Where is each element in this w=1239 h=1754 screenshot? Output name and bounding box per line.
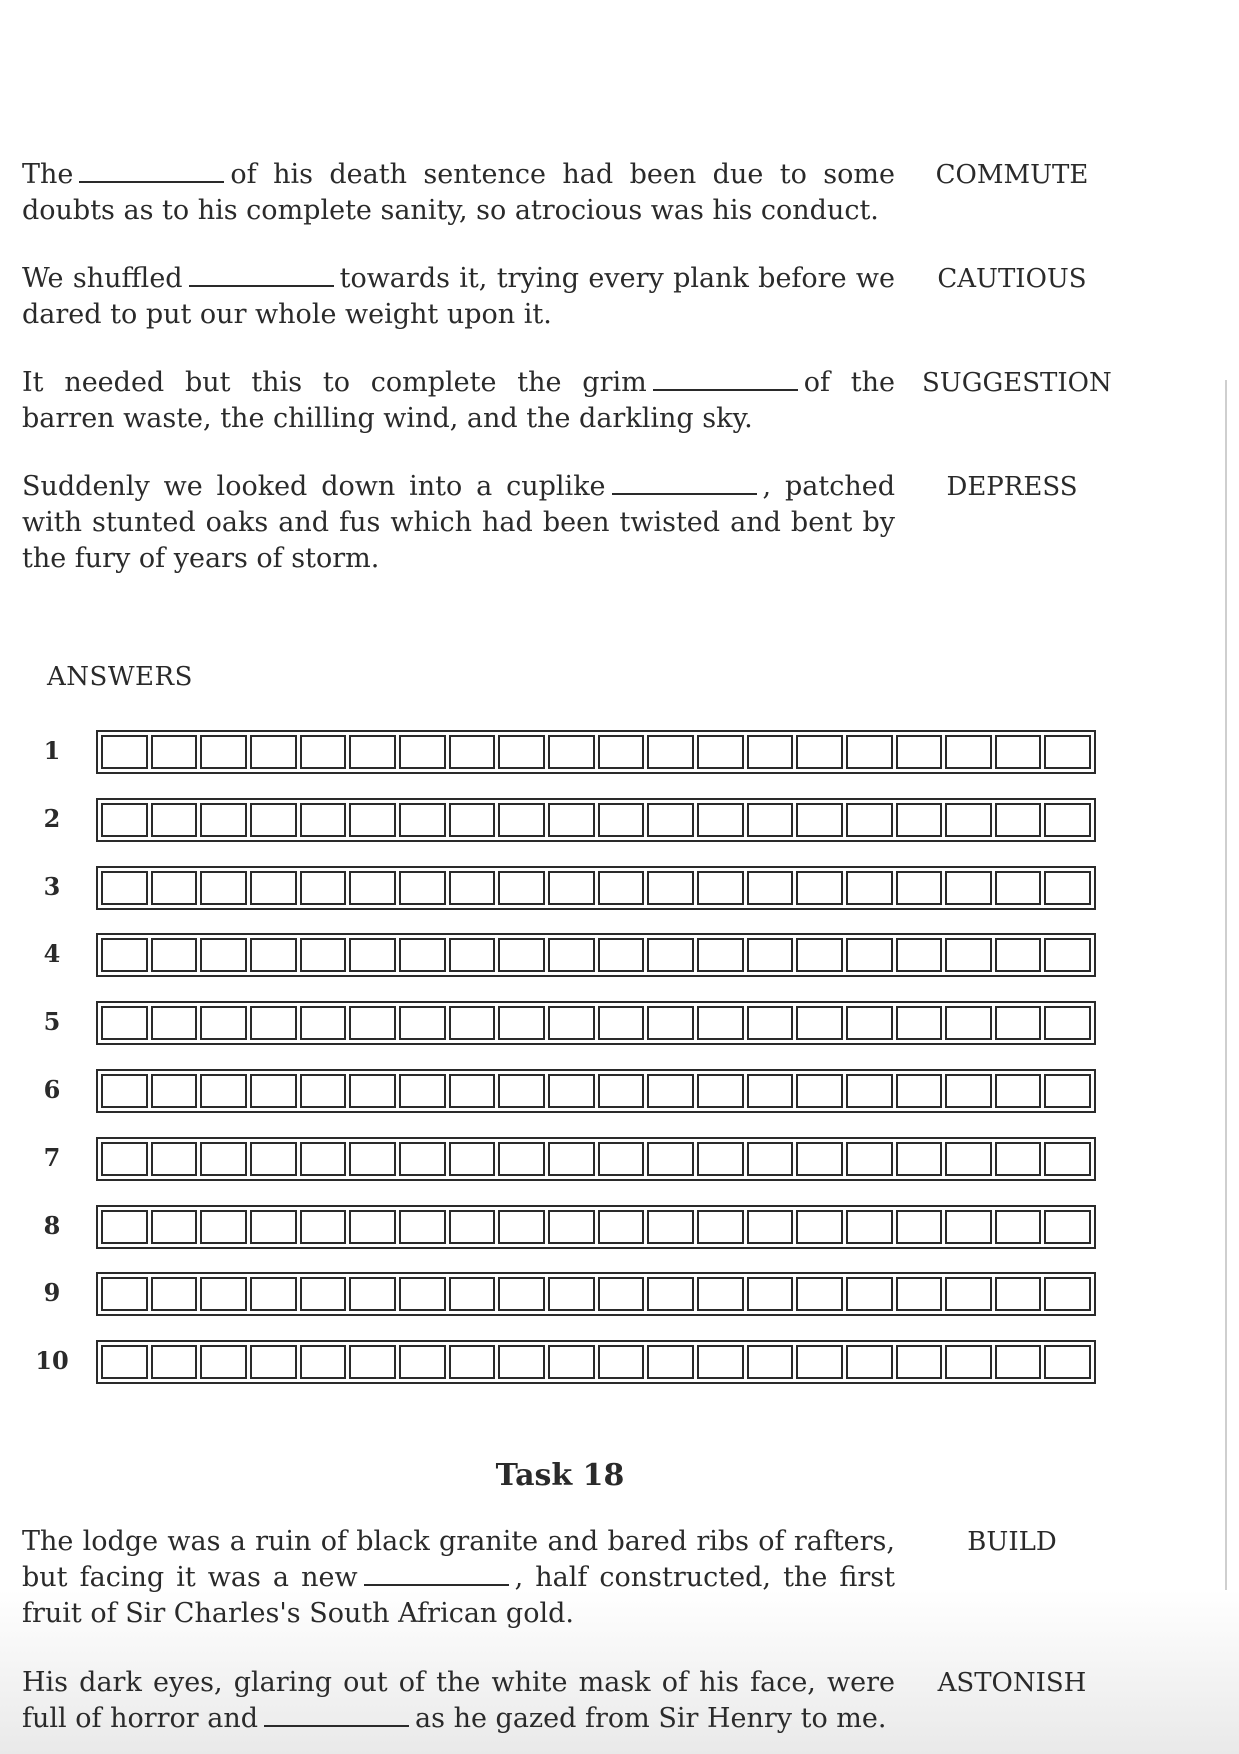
- letter-box[interactable]: [697, 803, 744, 837]
- letter-box[interactable]: [349, 1074, 396, 1108]
- letter-box[interactable]: [598, 1210, 645, 1244]
- letter-box[interactable]: [349, 1142, 396, 1176]
- letter-box[interactable]: [250, 1006, 297, 1040]
- letter-box[interactable]: [796, 1074, 843, 1108]
- letter-boxes: [96, 933, 1096, 977]
- letter-box[interactable]: [250, 1074, 297, 1108]
- letter-box[interactable]: [349, 1006, 396, 1040]
- letter-box[interactable]: [300, 803, 347, 837]
- letter-boxes: [96, 1205, 1096, 1249]
- letter-box[interactable]: [896, 871, 943, 905]
- answer-blank: [364, 1562, 509, 1586]
- letter-box[interactable]: [846, 735, 893, 769]
- letter-box[interactable]: [399, 1074, 446, 1108]
- letter-box[interactable]: [399, 735, 446, 769]
- root-word: BUILD: [967, 1527, 1057, 1557]
- letter-box[interactable]: [200, 1345, 247, 1379]
- letter-box[interactable]: [399, 1006, 446, 1040]
- answer-row: [22, 1272, 1102, 1318]
- letter-box[interactable]: [449, 735, 496, 769]
- letter-box[interactable]: [498, 1074, 545, 1108]
- root-word: DEPRESS: [946, 472, 1078, 502]
- letter-box[interactable]: [945, 735, 992, 769]
- letter-box[interactable]: [548, 803, 595, 837]
- letter-box[interactable]: [349, 1210, 396, 1244]
- letter-box[interactable]: [300, 1210, 347, 1244]
- root-word: CAUTIOUS: [937, 264, 1087, 294]
- letter-box[interactable]: [1044, 1277, 1091, 1311]
- letter-box[interactable]: [647, 1142, 694, 1176]
- letter-box[interactable]: [796, 803, 843, 837]
- letter-box[interactable]: [896, 1277, 943, 1311]
- letter-box[interactable]: [896, 1210, 943, 1244]
- letter-box[interactable]: [995, 735, 1042, 769]
- letter-box[interactable]: [399, 1142, 446, 1176]
- letter-box[interactable]: [896, 735, 943, 769]
- letter-box[interactable]: [796, 1345, 843, 1379]
- letter-box[interactable]: [101, 803, 148, 837]
- letter-box[interactable]: [846, 1277, 893, 1311]
- answer-row: [22, 1137, 1102, 1183]
- letter-box[interactable]: [101, 1006, 148, 1040]
- row-number: 5: [43, 1007, 61, 1036]
- letter-box[interactable]: [151, 938, 198, 972]
- letter-box[interactable]: [548, 938, 595, 972]
- letter-box[interactable]: [1044, 735, 1091, 769]
- letter-box[interactable]: [101, 938, 148, 972]
- letter-box[interactable]: [747, 803, 794, 837]
- letter-box[interactable]: [151, 871, 198, 905]
- letter-box[interactable]: [747, 1142, 794, 1176]
- letter-box[interactable]: [449, 871, 496, 905]
- letter-box[interactable]: [945, 1210, 992, 1244]
- letter-box[interactable]: [647, 1074, 694, 1108]
- answer-blank: [653, 367, 798, 391]
- letter-box[interactable]: [449, 938, 496, 972]
- letter-box[interactable]: [747, 1345, 794, 1379]
- answer-row: [22, 1340, 1102, 1386]
- letter-box[interactable]: [399, 938, 446, 972]
- answers-label: ANSWERS: [47, 662, 193, 692]
- letter-box[interactable]: [250, 938, 297, 972]
- letter-box[interactable]: [200, 1210, 247, 1244]
- letter-box[interactable]: [1044, 871, 1091, 905]
- letter-box[interactable]: [200, 1277, 247, 1311]
- letter-box[interactable]: [995, 1142, 1042, 1176]
- letter-box[interactable]: [250, 1277, 297, 1311]
- letter-box[interactable]: [548, 735, 595, 769]
- letter-box[interactable]: [945, 1277, 992, 1311]
- letter-box[interactable]: [747, 1074, 794, 1108]
- letter-box[interactable]: [200, 871, 247, 905]
- letter-box[interactable]: [151, 735, 198, 769]
- letter-box[interactable]: [995, 1210, 1042, 1244]
- item-text: The lodge was a ruin of black granite and bared ribs of rafters, but facing it was a new , half constructed, the first fruit of Sir Charles's South African gold.: [22, 1526, 895, 1629]
- letter-box[interactable]: [349, 1345, 396, 1379]
- letter-box[interactable]: [1044, 1345, 1091, 1379]
- letter-box[interactable]: [796, 1006, 843, 1040]
- letter-box[interactable]: [796, 1277, 843, 1311]
- letter-boxes: [96, 1001, 1096, 1045]
- letter-box[interactable]: [151, 803, 198, 837]
- letter-boxes: [96, 1069, 1096, 1113]
- letter-box[interactable]: [945, 871, 992, 905]
- letter-box[interactable]: [1044, 1074, 1091, 1108]
- letter-box[interactable]: [846, 871, 893, 905]
- letter-box[interactable]: [846, 938, 893, 972]
- letter-boxes: [96, 866, 1096, 910]
- row-number: 9: [43, 1278, 61, 1307]
- letter-box[interactable]: [945, 1006, 992, 1040]
- letter-box[interactable]: [598, 1277, 645, 1311]
- answer-blank: [612, 471, 757, 495]
- row-number: 6: [43, 1075, 61, 1104]
- letter-box[interactable]: [151, 1345, 198, 1379]
- answer-row: [22, 730, 1102, 776]
- letter-box[interactable]: [300, 1345, 347, 1379]
- letter-box[interactable]: [747, 871, 794, 905]
- letter-box[interactable]: [647, 871, 694, 905]
- letter-box[interactable]: [151, 1006, 198, 1040]
- letter-box[interactable]: [697, 1074, 744, 1108]
- answer-row: [22, 933, 1102, 979]
- letter-box[interactable]: [300, 735, 347, 769]
- letter-box[interactable]: [101, 871, 148, 905]
- item-text: We shuffled towards it, trying every plank before we dared to put our whole weight upon it.: [22, 263, 895, 330]
- letter-box[interactable]: [945, 1345, 992, 1379]
- letter-box[interactable]: [349, 1277, 396, 1311]
- letter-box[interactable]: [449, 1074, 496, 1108]
- letter-box[interactable]: [498, 803, 545, 837]
- item-text: It needed but this to complete the grim of the barren waste, the chilling wind, and the darkling sky.: [22, 367, 895, 434]
- letter-box[interactable]: [151, 1277, 198, 1311]
- letter-box[interactable]: [697, 1210, 744, 1244]
- letter-boxes: [96, 1137, 1096, 1181]
- letter-box[interactable]: [896, 1074, 943, 1108]
- letter-box[interactable]: [697, 1006, 744, 1040]
- letter-box[interactable]: [200, 1074, 247, 1108]
- item-text: Suddenly we looked down into a cuplike , patched with stunted oaks and fus which had been twisted and bent by the fury of years of storm.: [22, 471, 895, 574]
- letter-box[interactable]: [846, 1142, 893, 1176]
- letter-box[interactable]: [349, 803, 396, 837]
- letter-box[interactable]: [548, 1277, 595, 1311]
- letter-box[interactable]: [697, 1142, 744, 1176]
- letter-box[interactable]: [1044, 1006, 1091, 1040]
- letter-box[interactable]: [151, 1142, 198, 1176]
- letter-box[interactable]: [647, 1345, 694, 1379]
- letter-box[interactable]: [1044, 1142, 1091, 1176]
- letter-box[interactable]: [200, 735, 247, 769]
- letter-box[interactable]: [498, 871, 545, 905]
- letter-box[interactable]: [796, 735, 843, 769]
- letter-box[interactable]: [101, 1210, 148, 1244]
- answer-row: [22, 798, 1102, 844]
- letter-box[interactable]: [945, 1142, 992, 1176]
- letter-box[interactable]: [300, 1142, 347, 1176]
- letter-box[interactable]: [449, 1277, 496, 1311]
- letter-box[interactable]: [548, 1006, 595, 1040]
- letter-box[interactable]: [697, 1277, 744, 1311]
- letter-box[interactable]: [896, 1345, 943, 1379]
- letter-box[interactable]: [151, 1074, 198, 1108]
- letter-box[interactable]: [846, 1006, 893, 1040]
- letter-box[interactable]: [598, 735, 645, 769]
- letter-box[interactable]: [498, 1142, 545, 1176]
- letter-box[interactable]: [498, 1345, 545, 1379]
- letter-box[interactable]: [995, 1006, 1042, 1040]
- answer-row: [22, 866, 1102, 912]
- letter-box[interactable]: [896, 1142, 943, 1176]
- letter-box[interactable]: [796, 1142, 843, 1176]
- letter-box[interactable]: [945, 938, 992, 972]
- row-number: 7: [43, 1143, 61, 1172]
- letter-box[interactable]: [151, 1210, 198, 1244]
- letter-box[interactable]: [1044, 1210, 1091, 1244]
- letter-box[interactable]: [598, 938, 645, 972]
- letter-box[interactable]: [647, 938, 694, 972]
- letter-box[interactable]: [101, 1074, 148, 1108]
- letter-box[interactable]: [349, 871, 396, 905]
- answer-row: [22, 1001, 1102, 1047]
- letter-box[interactable]: [647, 735, 694, 769]
- letter-box[interactable]: [647, 1006, 694, 1040]
- letter-boxes: [96, 798, 1096, 842]
- letter-box[interactable]: [498, 1006, 545, 1040]
- letter-box[interactable]: [300, 938, 347, 972]
- letter-box[interactable]: [548, 1210, 595, 1244]
- item-text: His dark eyes, glaring out of the white mask of his face, were full of horror and as he gazed from Sir Henry to me.: [22, 1667, 895, 1734]
- letter-box[interactable]: [995, 871, 1042, 905]
- letter-box[interactable]: [945, 1074, 992, 1108]
- letter-box[interactable]: [598, 1074, 645, 1108]
- letter-box[interactable]: [250, 1142, 297, 1176]
- letter-boxes: [96, 730, 1096, 774]
- letter-box[interactable]: [399, 803, 446, 837]
- row-number: 1: [43, 736, 61, 765]
- letter-box[interactable]: [200, 803, 247, 837]
- letter-box[interactable]: [101, 1345, 148, 1379]
- letter-box[interactable]: [647, 1210, 694, 1244]
- letter-box[interactable]: [548, 1074, 595, 1108]
- letter-box[interactable]: [498, 1210, 545, 1244]
- letter-box[interactable]: [995, 938, 1042, 972]
- row-number: 2: [43, 804, 61, 833]
- letter-boxes: [96, 1340, 1096, 1384]
- letter-box[interactable]: [945, 803, 992, 837]
- letter-box[interactable]: [846, 1345, 893, 1379]
- answer-blank: [79, 159, 224, 183]
- letter-box[interactable]: [349, 938, 396, 972]
- letter-box[interactable]: [250, 1210, 297, 1244]
- letter-box[interactable]: [399, 1277, 446, 1311]
- letter-box[interactable]: [449, 1345, 496, 1379]
- letter-box[interactable]: [300, 1006, 347, 1040]
- letter-box[interactable]: [101, 1277, 148, 1311]
- letter-box[interactable]: [349, 735, 396, 769]
- letter-box[interactable]: [697, 938, 744, 972]
- root-word: COMMUTE: [935, 160, 1089, 190]
- letter-box[interactable]: [200, 1142, 247, 1176]
- letter-boxes: [96, 1272, 1096, 1316]
- letter-box[interactable]: [200, 1006, 247, 1040]
- letter-box[interactable]: [101, 1142, 148, 1176]
- letter-box[interactable]: [747, 735, 794, 769]
- page-edge: [1225, 380, 1227, 1730]
- letter-box[interactable]: [796, 1210, 843, 1244]
- letter-box[interactable]: [498, 1277, 545, 1311]
- letter-box[interactable]: [250, 803, 297, 837]
- answer-row: [22, 1069, 1102, 1115]
- answer-blank: [189, 263, 334, 287]
- letter-box[interactable]: [300, 871, 347, 905]
- letter-box[interactable]: [647, 1277, 694, 1311]
- letter-box[interactable]: [846, 803, 893, 837]
- letter-box[interactable]: [747, 938, 794, 972]
- letter-box[interactable]: [1044, 938, 1091, 972]
- letter-box[interactable]: [747, 1210, 794, 1244]
- letter-box[interactable]: [300, 1277, 347, 1311]
- letter-box[interactable]: [399, 1210, 446, 1244]
- letter-box[interactable]: [598, 1006, 645, 1040]
- letter-box[interactable]: [846, 1210, 893, 1244]
- letter-box[interactable]: [250, 735, 297, 769]
- answer-row: [22, 1205, 1102, 1251]
- letter-box[interactable]: [498, 938, 545, 972]
- letter-box[interactable]: [598, 1345, 645, 1379]
- row-number: 3: [43, 872, 61, 901]
- letter-box[interactable]: [697, 735, 744, 769]
- row-number: 10: [35, 1346, 69, 1375]
- letter-box[interactable]: [250, 1345, 297, 1379]
- letter-box[interactable]: [846, 1074, 893, 1108]
- answer-blank: [264, 1703, 409, 1727]
- letter-box[interactable]: [449, 1142, 496, 1176]
- letter-box[interactable]: [449, 1006, 496, 1040]
- letter-box[interactable]: [747, 1277, 794, 1311]
- letter-box[interactable]: [995, 803, 1042, 837]
- item-text: The of his death sentence had been due to some doubts as to his complete sanity, so atrocious was his conduct.: [22, 159, 895, 226]
- letter-box[interactable]: [598, 1142, 645, 1176]
- letter-box[interactable]: [598, 871, 645, 905]
- letter-box[interactable]: [697, 1345, 744, 1379]
- row-number: 4: [43, 939, 61, 968]
- letter-box[interactable]: [449, 803, 496, 837]
- letter-box[interactable]: [1044, 803, 1091, 837]
- letter-box[interactable]: [995, 1277, 1042, 1311]
- letter-box[interactable]: [896, 803, 943, 837]
- letter-box[interactable]: [449, 1210, 496, 1244]
- letter-box[interactable]: [548, 871, 595, 905]
- letter-box[interactable]: [598, 803, 645, 837]
- letter-box[interactable]: [796, 871, 843, 905]
- letter-box[interactable]: [796, 938, 843, 972]
- letter-box[interactable]: [747, 1006, 794, 1040]
- letter-box[interactable]: [101, 735, 148, 769]
- task-title: Task 18: [495, 1458, 625, 1493]
- letter-box[interactable]: [498, 735, 545, 769]
- letter-box[interactable]: [697, 871, 744, 905]
- letter-box[interactable]: [399, 871, 446, 905]
- letter-box[interactable]: [896, 938, 943, 972]
- letter-box[interactable]: [995, 1074, 1042, 1108]
- letter-box[interactable]: [548, 1345, 595, 1379]
- row-number: 8: [43, 1211, 61, 1240]
- letter-box[interactable]: [399, 1345, 446, 1379]
- root-word: SUGGESTION: [922, 368, 1112, 398]
- root-word: ASTONISH: [937, 1668, 1087, 1698]
- letter-box[interactable]: [647, 803, 694, 837]
- letter-box[interactable]: [200, 938, 247, 972]
- letter-box[interactable]: [250, 871, 297, 905]
- letter-box[interactable]: [300, 1074, 347, 1108]
- letter-box[interactable]: [548, 1142, 595, 1176]
- letter-box[interactable]: [896, 1006, 943, 1040]
- letter-box[interactable]: [995, 1345, 1042, 1379]
